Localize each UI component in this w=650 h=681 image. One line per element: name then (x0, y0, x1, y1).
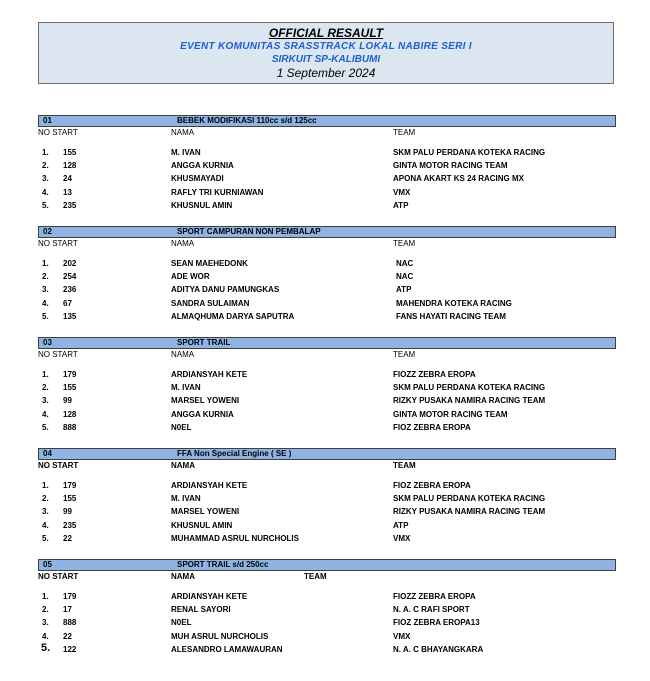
rider-name: ARDIANSYAH KETE (171, 481, 248, 490)
team-name: FIOZ ZEBRA EROPA (393, 481, 471, 490)
class-number: 01 (43, 116, 52, 125)
start-number: 122 (63, 644, 77, 654)
result-row (38, 284, 616, 297)
team-name: RIZKY PUSAKA NAMIRA RACING TEAM (393, 396, 546, 406)
team-name: SKM PALU PERDANA KOTEKA RACING (393, 148, 546, 157)
rider-name: ANGGA KURNIA (171, 161, 234, 171)
no-start-header: NO START (38, 572, 79, 581)
start-number: 22 (63, 631, 72, 641)
class-header-bar (38, 115, 616, 127)
rider-name: M. IVAN (171, 148, 201, 157)
start-number: 155 (63, 148, 77, 157)
result-row (38, 382, 616, 395)
result-row (38, 395, 616, 408)
result-row (38, 409, 616, 422)
start-number: 888 (63, 422, 77, 432)
class-section-05 (38, 559, 616, 657)
position: 4. (42, 298, 49, 308)
class-header-bar (38, 337, 616, 349)
start-number: 17 (63, 605, 72, 615)
results-list (38, 480, 616, 546)
position: 3. (42, 507, 49, 517)
start-number: 22 (63, 533, 72, 543)
class-header-bar (38, 559, 616, 571)
team-name: MAHENDRA KOTEKA RACING (396, 298, 512, 308)
rider-name: RAFLY TRI KURNIAWAN (171, 187, 264, 197)
rider-name: SANDRA SULAIMAN (171, 298, 250, 308)
position: 1. (42, 370, 49, 379)
team-name: SKM PALU PERDANA KOTEKA RACING (393, 494, 546, 504)
start-number: 179 (63, 592, 77, 601)
rider-name: M. IVAN (171, 494, 201, 504)
team-name: FANS HAYATI RACING TEAM (396, 311, 506, 321)
position: 4. (42, 187, 49, 197)
rider-name: N0EL (171, 422, 192, 432)
position: 3. (42, 618, 49, 628)
class-section-03 (38, 337, 616, 435)
team-name: ATP (393, 200, 409, 210)
results-list (38, 147, 616, 213)
team-header: TEAM (304, 572, 327, 581)
result-row (38, 520, 616, 533)
column-headers (38, 238, 616, 252)
rider-name: KHUSNUL AMIN (171, 200, 233, 210)
position: 1. (42, 481, 49, 490)
position: 1. (42, 259, 49, 268)
nama-header: NAMA (171, 128, 195, 137)
position: 4. (42, 409, 49, 419)
class-name: SPORT CAMPURAN NON PEMBALAP (177, 227, 321, 236)
result-row (38, 271, 616, 284)
rider-name: ALMAQHUMA DARYA SAPUTRA (171, 311, 295, 321)
class-name: SPORT TRAIL (177, 338, 231, 347)
result-row (38, 173, 616, 186)
results-list (38, 258, 616, 324)
results-list (38, 591, 616, 657)
rider-name: SEAN MAEHEDONK (171, 259, 248, 268)
position: 4. (42, 520, 49, 530)
result-row (38, 200, 616, 213)
position: 5. (42, 533, 49, 543)
team-name: ATP (393, 520, 409, 530)
result-row (38, 631, 616, 644)
class-section-02 (38, 226, 616, 324)
rider-name: MARSEL YOWENI (171, 507, 240, 517)
team-name: FIOZ ZEBRA EROPA13 (393, 618, 480, 628)
class-number: 03 (43, 338, 52, 347)
rider-name: ADE WOR (171, 272, 210, 282)
rider-name: KHUSNUL AMIN (171, 520, 233, 530)
result-row (38, 187, 616, 200)
position: 4. (42, 631, 49, 641)
result-row (38, 533, 616, 546)
result-row (38, 604, 616, 617)
column-headers (38, 460, 616, 474)
results-list (38, 369, 616, 435)
class-section-04 (38, 448, 616, 546)
rider-name: MARSEL YOWENI (171, 396, 240, 406)
team-name: FIOZZ ZEBRA EROPA (393, 370, 476, 379)
team-name: VMX (393, 533, 411, 543)
no-start-header: NO START (38, 128, 78, 137)
class-number: 02 (43, 227, 52, 236)
result-row (38, 160, 616, 173)
position: 5. (42, 311, 49, 321)
start-number: 155 (63, 383, 77, 393)
class-header-bar (38, 448, 616, 460)
rider-name: ALESANDRO LAMAWAURAN (171, 644, 283, 654)
no-start-header: NO START (38, 350, 78, 359)
start-number: 99 (63, 396, 72, 406)
team-name: NAC (396, 259, 414, 268)
result-row (38, 369, 616, 382)
position: 1. (42, 592, 49, 601)
result-row (38, 311, 616, 324)
start-number: 13 (63, 187, 72, 197)
start-number: 155 (63, 494, 77, 504)
team-header: TEAM (393, 350, 416, 359)
start-number: 128 (63, 409, 77, 419)
rider-name: MUHAMMAD ASRUL NURCHOLIS (171, 533, 299, 543)
rider-name: ARDIANSYAH KETE (171, 592, 248, 601)
team-name: SKM PALU PERDANA KOTEKA RACING (393, 383, 546, 393)
team-name: VMX (393, 187, 411, 197)
team-name: N. A. C BHAYANGKARA (393, 644, 484, 654)
team-header: TEAM (393, 461, 416, 470)
position: 2. (42, 494, 49, 504)
result-row (38, 506, 616, 519)
start-number: 235 (63, 200, 77, 210)
team-name: GINTA MOTOR RACING TEAM (393, 409, 508, 419)
rider-name: ANGGA KURNIA (171, 409, 234, 419)
results-header (38, 22, 614, 84)
rider-name: KHUSMAYADI (171, 174, 224, 184)
position: 2. (42, 605, 49, 615)
rider-name: M. IVAN (171, 383, 201, 393)
result-row (38, 298, 616, 311)
class-name: FFA Non Special Engine ( SE ) (177, 449, 292, 458)
result-row (38, 641, 616, 657)
start-number: 24 (63, 174, 72, 184)
result-row (38, 422, 616, 435)
class-name: BEBEK MODIFIKASI 110cc s/d 125cc (177, 116, 317, 125)
nama-header: NAMA (171, 461, 195, 470)
result-row (38, 147, 616, 160)
team-name: ATP (396, 285, 412, 295)
team-header: TEAM (393, 239, 416, 248)
column-headers (38, 127, 616, 141)
result-row (38, 493, 616, 506)
column-headers (38, 571, 616, 585)
event-name: EVENT KOMUNITAS SRASSTRACK LOKAL NABIRE SERI I (180, 41, 472, 52)
nama-header: NAMA (171, 572, 195, 581)
position: 2. (42, 383, 49, 393)
rider-name: ARDIANSYAH KETE (171, 370, 248, 379)
start-number: 202 (63, 259, 77, 268)
team-name: N. A. C RAFI SPORT (393, 605, 470, 615)
team-name: FIOZ ZEBRA EROPA (393, 422, 471, 432)
position: 3. (42, 396, 49, 406)
class-number: 04 (43, 449, 52, 458)
rider-name: RENAL SAYORI (171, 605, 231, 615)
position: 5. (42, 422, 49, 432)
nama-header: NAMA (171, 239, 195, 248)
team-name: FIOZZ ZEBRA EROPA (393, 592, 476, 601)
result-row (38, 480, 616, 493)
start-number: 67 (63, 298, 72, 308)
team-name: RIZKY PUSAKA NAMIRA RACING TEAM (393, 507, 546, 517)
start-number: 888 (63, 618, 77, 628)
nama-header: NAMA (171, 350, 195, 359)
start-number: 235 (63, 520, 77, 530)
start-number: 254 (63, 272, 77, 282)
team-name: NAC (396, 272, 414, 282)
no-start-header: NO START (38, 461, 79, 470)
circuit-name: SIRKUIT SP-KALIBUMI (271, 54, 381, 65)
class-header-bar (38, 226, 616, 238)
start-number: 135 (63, 311, 77, 321)
start-number: 236 (63, 285, 77, 295)
column-headers (38, 349, 616, 363)
result-row (38, 591, 616, 604)
position: 2. (42, 272, 49, 282)
document-title: OFFICIAL RESAULT (268, 26, 384, 40)
position: 3. (42, 285, 49, 295)
position: 1. (42, 148, 49, 157)
team-name: APONA AKART KS 24 RACING MX (393, 174, 524, 184)
start-number: 179 (63, 370, 77, 379)
start-number: 128 (63, 161, 77, 171)
position: 5. (42, 200, 49, 210)
position: 3. (42, 174, 49, 184)
start-number: 179 (63, 481, 77, 490)
no-start-header: NO START (38, 239, 78, 248)
rider-name: MUH ASRUL NURCHOLIS (171, 631, 269, 641)
position: 5. (41, 641, 51, 654)
event-date: 1 September 2024 (276, 66, 376, 80)
position: 2. (42, 161, 49, 171)
class-name: SPORT TRAIL s/d 250cc (177, 560, 269, 569)
rider-name: N0EL (171, 618, 192, 628)
rider-name: ADITYA DANU PAMUNGKAS (171, 285, 280, 295)
team-name: VMX (393, 631, 411, 641)
result-row (38, 258, 616, 271)
result-row (38, 617, 616, 630)
team-name: GINTA MOTOR RACING TEAM (393, 161, 508, 171)
class-number: 05 (43, 560, 52, 569)
team-header: TEAM (393, 128, 416, 137)
class-section-01 (38, 115, 616, 213)
start-number: 99 (63, 507, 72, 517)
